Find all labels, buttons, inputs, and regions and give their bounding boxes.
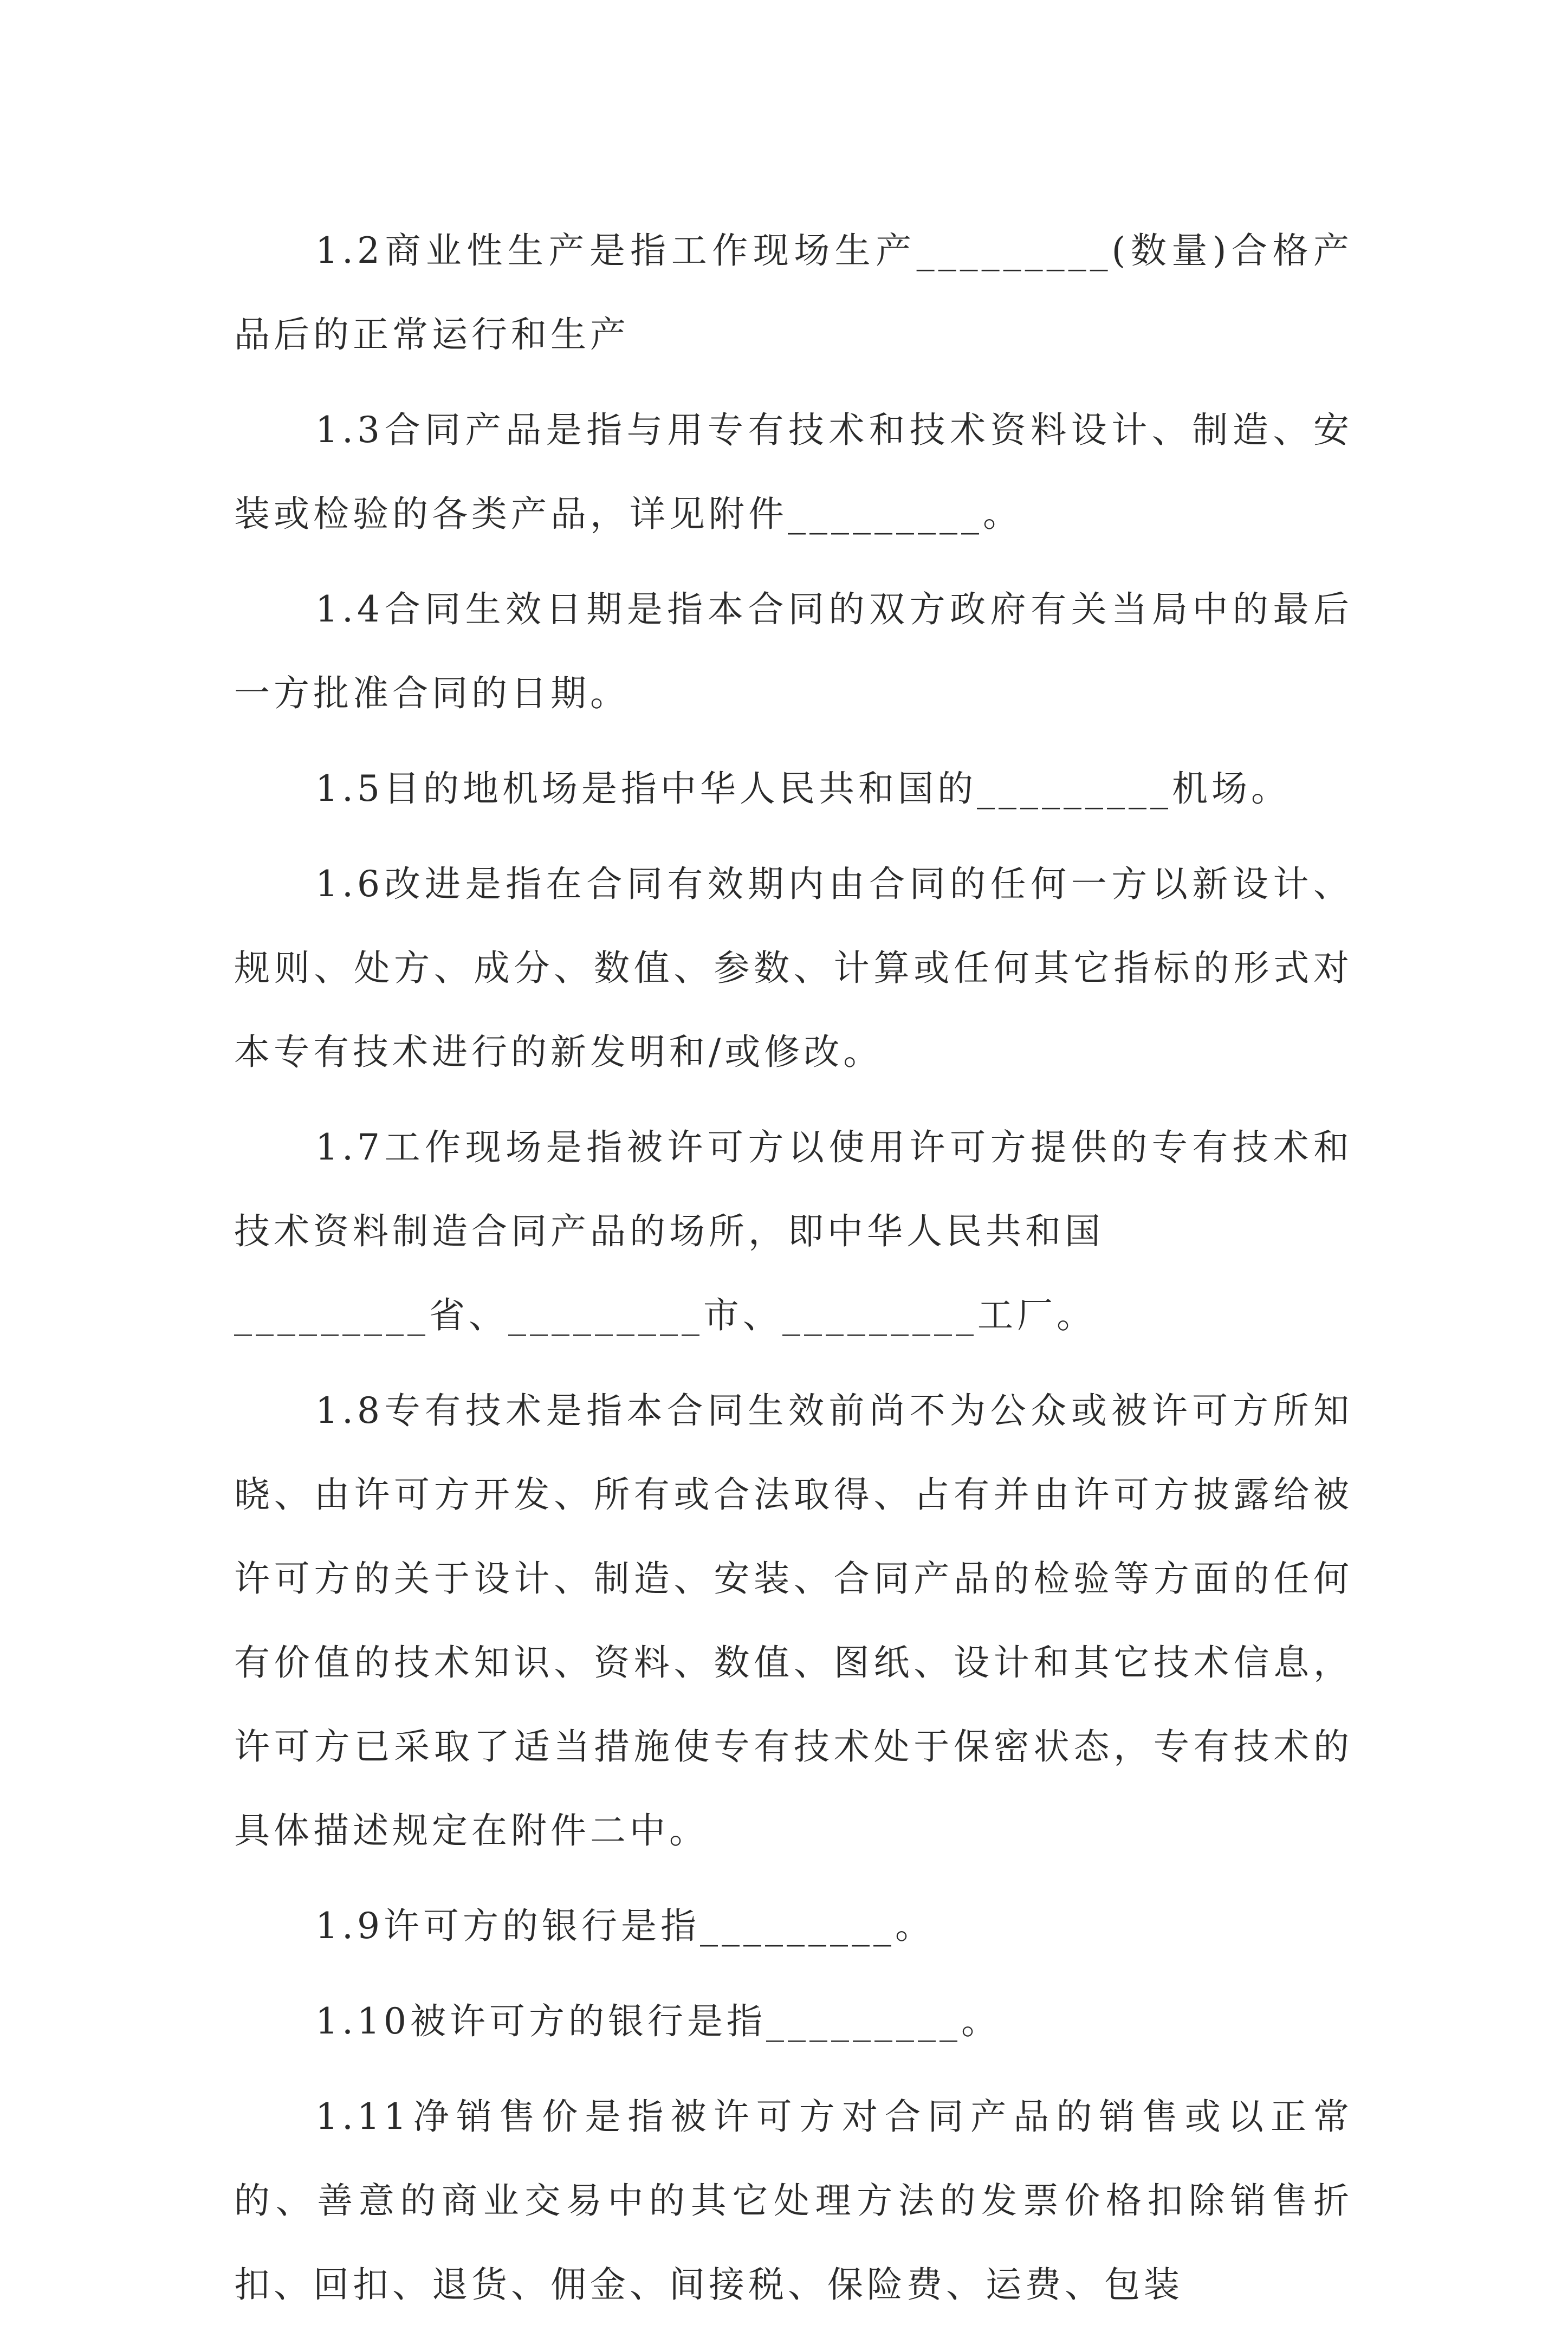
- paragraph-1-5: 1.5目的地机场是指中华人民共和国的_________机场。: [315, 768, 1291, 809]
- paragraph-1-7: 1.7工作现场是指被许可方以使用许可方提供的专有技术和技术资料制造合同产品的场所，即中华人民共和国: [234, 1126, 1353, 1252]
- paragraph-1-2: 1.2商业性生产是指工作现场生产_________(数量)合格产品后的正常运行和生产: [234, 230, 1353, 355]
- paragraph-1-11: 1.11净销售价是指被许可方对合同产品的销售或以正常的、善意的商业交易中的其它处理方法的发票价格扣除销售折扣、回扣、退货、佣金、间接税、保险费、运费、包装: [234, 2096, 1353, 2305]
- paragraph-1-3: 1.3合同产品是指与用专有技术和技术资料设计、制造、安装或检验的各类产品，详见附件_________。: [234, 409, 1353, 535]
- paragraph-1-9: 1.9许可方的银行是指_________。: [315, 1905, 935, 1947]
- paragraph-1-6: 1.6改进是指在合同有效期内由合同的任何一方以新设计、规则、处方、成分、数值、参数、计算或任何其它指标的形式对本专有技术进行的新发明和/或修改。: [234, 863, 1353, 1073]
- paragraph-1-4: 1.4合同生效日期是指本合同的双方政府有关当局中的最后一方批准合同的日期。: [234, 588, 1353, 714]
- paragraph-1-8: 1.8专有技术是指本合同生效前尚不为公众或被许可方所知晓、由许可方开发、所有或合法取得、占有并由许可方披露给被许可方的关于设计、制造、安装、合同产品的检验等方面的任何有价值的技术知识、资料、数值、图纸、设计和其它技术信息，许可方已采取了适当措施使专有技术处于保密状态，专有技术的具体描述规定在附件二中。: [234, 1390, 1353, 1851]
- paragraph-1-7-continued: _________省、_________市、_________工厂。: [234, 1294, 1096, 1336]
- paragraph-1-10: 1.10被许可方的银行是指_________。: [315, 2000, 1001, 2042]
- document-body: [234, 209, 1353, 2338]
